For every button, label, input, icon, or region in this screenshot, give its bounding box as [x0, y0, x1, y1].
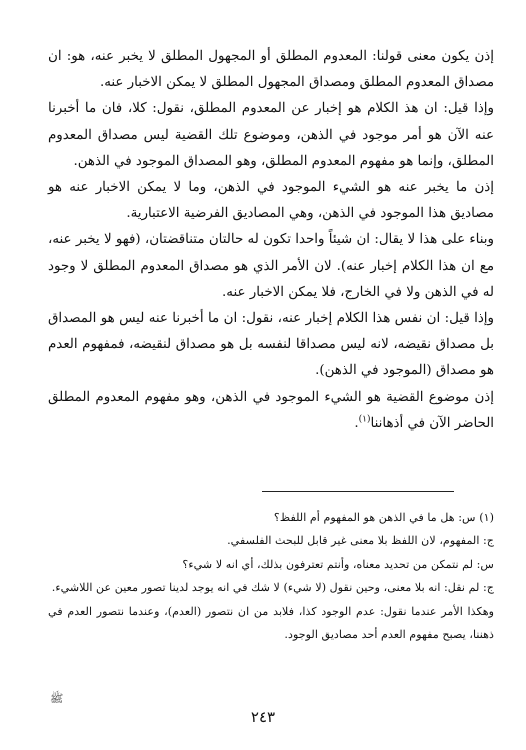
- paragraph-3: إذن ما يخبر عنه هو الشيء الموجود في الذهن، وما لا يمكن الاخبار عنه هو مصاديق هذا الموجود في الذهن، وهي المصاديق الفرضية الاعتبارية.: [48, 180, 494, 222]
- footnote-separator: [262, 491, 454, 492]
- main-text: [48, 44, 494, 437]
- footnote-answer-2: ج: لم نقل: انه بلا معنى، وحين نقول (لا شيء) لا شك في انه يوجد لدينا تصور معين عن اللاشيء.: [51, 581, 494, 595]
- footnote-answer-1: ج: المفهوم، لان اللفظ بلا معنى غير قابل للبحث الفلسفي.: [227, 534, 494, 548]
- corner-mark-icon: ﷺ: [50, 692, 64, 705]
- paragraph-6-end: .: [354, 415, 359, 431]
- paragraph-6-text: إذن موضوع القضية هو الشيء الموجود في الذهن، وهو مفهوم المعدوم المطلق الحاضر الآن في أذهاننا: [48, 389, 494, 431]
- page-number: ٢٤٣: [250, 708, 276, 726]
- paragraph-4: وبناء على هذا لا يقال: ان شيئاً واحدا تكون له حالتان متناقضتان، (فهو لا يخبر عنه، مع ان هذا الكلام إخبار عنه). لان الأمر الذي هو مصداق المعدوم المطلق لا وجود له في الذهن ولا في الخارج، فلا يمكن الاخبار عنه.: [48, 232, 494, 300]
- footnote-closing: وهكذا الأمر عندما نقول: عدم الوجود كذا، فلابد من ان نتصور (العدم)، وعندما نتصور العدم في ذهننا، يصبح مفهوم العدم أحد مصاديق الوجود.: [48, 604, 494, 642]
- footnote-question-1: (١) س: هل ما في الذهن هو المفهوم أم اللفظ؟: [273, 511, 494, 524]
- paragraph-5: وإذا قيل: ان نفس هذا الكلام إخبار عنه، نقول: ان ما أخبرنا عنه ليس هو المصداق بل مصداق نقيضه، لانه ليس مصداقا لنفسه بل هو مصداق لنقيضه، فمفهوم العدم هو مصداق (الموجود في الذهن).: [48, 311, 494, 379]
- footnote-reference[interactable]: (١): [358, 414, 371, 425]
- paragraph-1: إذن يكون معنى قولنا: المعدوم المطلق أو المجهول المطلق لا يخبر عنه، هو: ان مصداق المعدوم المطلق ومصداق المجهول المطلق لا يمكن الاخبار عنه.: [48, 49, 494, 91]
- footnotes: [48, 506, 494, 646]
- paragraph-2: وإذا قيل: ان هذ الكلام هو إخبار عن المعدوم المطلق، نقول: كلا، فان ما أخبرنا عنه الآن هو أمر موجود في الذهن، وموضوع تلك القضية ليس مصداق المعدوم المطلق، وإنما هو مفهوم المعدوم المطلق، وهو المصداق الموجود في الذهن.: [48, 101, 494, 169]
- paragraph-6: [48, 385, 494, 437]
- footnote-question-2: س: لم نتمكن من تحديد معناه، وأنتم تعترفون بذلك، أي انه لا شيء؟: [182, 557, 494, 571]
